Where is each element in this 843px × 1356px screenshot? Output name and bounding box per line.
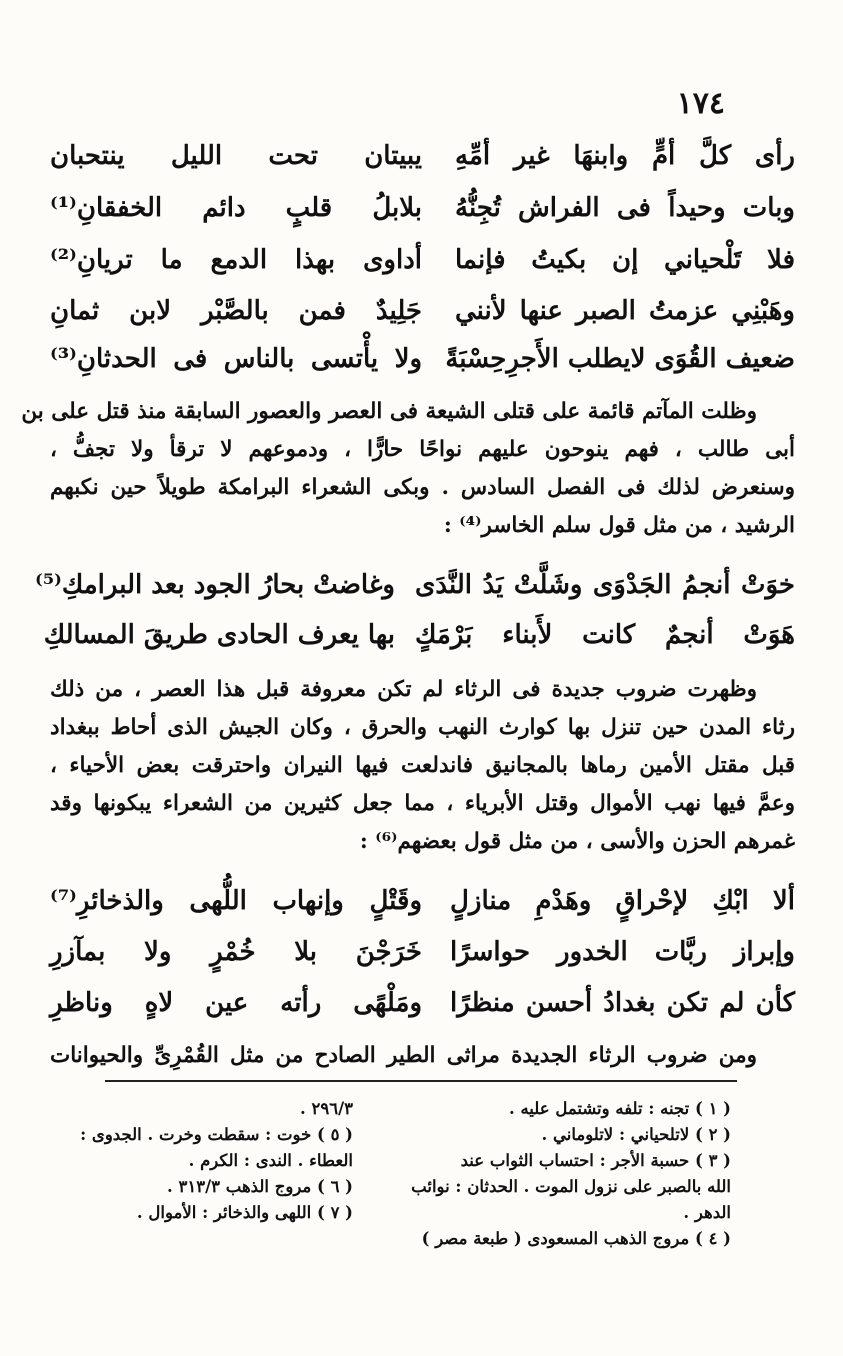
verse-second-hemistich: أداوى بهذا الدمع ما تريانِ⁽²⁾ — [50, 245, 422, 275]
verse-first-hemistich: وبات وحيداً فى الفراش تُجِنُّهُ — [455, 193, 795, 223]
page-number: ١٧٤ — [676, 86, 725, 121]
verse-second-hemistich: خَرَجْنَ بلا خُمْرٍ ولا بمآزرِ — [50, 937, 422, 967]
verse-second-hemistich: وقَتْلٍ وإنهاب اللُّهى والذخائرِ⁽⁷⁾ — [50, 886, 422, 916]
paragraph-line: وظلت المآتم قائمة على قتلى الشيعة فى العصر والعصور السابقة منذ قتل على بن — [21, 399, 757, 424]
verse-line — [50, 141, 795, 193]
footnote-line: الدهر . — [683, 1203, 731, 1222]
verse-second-hemistich: بها يعرف الحادى طريقَ المسالكِ — [43, 620, 395, 650]
footnote-line: ( ٧ ) اللهى والذخائر : الأموال . — [136, 1203, 353, 1222]
verse-second-hemistich: جَلِيدٌ فمن بالصَّبْر لابن ثمانِ — [50, 296, 422, 326]
verse-first-hemistich: فلا تَلْحياني إن بكيتُ فإنما — [455, 245, 795, 275]
verse-line — [50, 245, 795, 297]
footnote-line: ( ١ ) تجنه : تلفه وتشتمل عليه . — [508, 1099, 731, 1118]
paragraph-line: وعمَّ فيها نهب الأموال وقتل الأبرياء ، مما جعل كثيرين من الشعراء يبكونها وقد — [50, 791, 795, 816]
verse-first-hemistich: رأى كلَّ أمٍّ وابنهَا غير أمِّهِ — [455, 141, 795, 171]
paragraph-line: الرشيد ، من مثل قول سلم الخاسر⁽⁴⁾ : — [443, 513, 795, 538]
footnote-line: ( ٤ ) مروج الذهب المسعودى ( طبعة مصر ) — [421, 1229, 731, 1248]
verse-line — [50, 988, 795, 1040]
verse-line — [50, 193, 795, 245]
footnote-line: ( ٥ ) خوت : سقطت وخرت . الجدوى : — [80, 1125, 353, 1144]
verse-second-hemistich: بلابلُ قلبٍ دائم الخفقانِ⁽¹⁾ — [50, 193, 422, 223]
paragraph-line: رثاء المدن حين تنزل بها كوارث النهب والحرق ، وكان الجيش الذى أحاط ببغداد — [50, 715, 795, 740]
footnote-line: ٢٩٦/٣ . — [300, 1099, 353, 1118]
verse-second-hemistich: ومَلْهًى رأته عين لاهٍ وناظرِ — [50, 988, 422, 1018]
verse-second-hemistich: وغاضتْ بحارُ الجود بعد البرامكِ⁽⁵⁾ — [34, 570, 395, 600]
footnote-line: ( ٢ ) لاتلحياني : لاتلوماني . — [541, 1125, 731, 1144]
verse-first-hemistich: كأن لم تكن بغدادُ أحسن منظرًا — [450, 988, 795, 1018]
verse-line — [50, 296, 795, 348]
verse-first-hemistich: وهَبْنِي عزمتُ الصبر عنها لأنني — [455, 296, 795, 326]
verse-second-hemistich: يبيتان تحت الليل ينتحبان — [50, 141, 422, 171]
verse-first-hemistich: وإبراز ربَّات الخدور حواسرًا — [450, 937, 795, 967]
verse-first-hemistich: خوَتْ أنجمُ الجَدْوَى وشَلَّتْ يَدُ النَّدَى — [415, 570, 795, 600]
footnote-separator — [105, 1080, 737, 1082]
paragraph-line: وسنعرض لذلك فى الفصل السادس . وبكى الشعراء البرامكة طويلاً حين نكبهم — [50, 475, 795, 500]
footnotes-left-column — [53, 1096, 353, 1226]
verse-first-hemistich: ضعيف القُوَى لايطلب الأَجرِحِسْبَةً — [445, 344, 795, 374]
verse-line — [50, 344, 795, 396]
verse-line — [50, 886, 795, 938]
footnote-line: العطاء . الندى : الكرم . — [188, 1151, 353, 1170]
verse-first-hemistich: هَوَتْ أنجمٌ كانت لأَبناء بَرْمَكٍ — [415, 620, 795, 650]
paragraph-line: أبى طالب ، فهم ينوحون عليهم نواحًا حارًّا ، ودموعهم لا ترقأ ولا تجفُّ ، — [50, 437, 795, 462]
paragraph-1 — [21, 393, 795, 545]
footnote-line: ( ٦ ) مروج الذهب ٣١٣/٣ . — [167, 1177, 353, 1196]
footnotes-right-column — [411, 1096, 731, 1252]
paragraph-3 — [50, 1037, 795, 1075]
verse-line — [34, 570, 795, 622]
verse-first-hemistich: ألا ابْكِ لإحْراقٍ وهَدْمِ منازلٍ — [450, 886, 795, 916]
footnote-line: الله بالصبر على نزول الموت . الحدثان : نوائب — [411, 1177, 731, 1196]
footnote-line: ( ٣ ) حسبة الأجر : احتساب الثواب عند — [460, 1151, 731, 1170]
paragraph-line: غمرهم الحزن والأسى ، من مثل قول بعضهم⁽⁶⁾ : — [359, 829, 795, 854]
verse-line — [43, 620, 795, 672]
paragraph-line: قبل مقتل الأمين رماها بالمجانيق فاندلعت فيها النيران واحترقت بعض الأحياء ، — [50, 753, 795, 778]
verse-second-hemistich: ولا يأْتسى بالناس فى الحدثانِ⁽³⁾ — [50, 344, 422, 374]
paragraph-2 — [50, 671, 795, 861]
paragraph-line: وظهرت ضروب جديدة فى الرثاء لم تكن معروفة قبل هذا العصر ، من ذلك — [50, 677, 757, 702]
paragraph-line: ومن ضروب الرثاء الجديدة مراثى الطير الصادح من مثل القُمْرِىِّ والحيوانات — [50, 1043, 757, 1068]
verse-line — [50, 937, 795, 989]
